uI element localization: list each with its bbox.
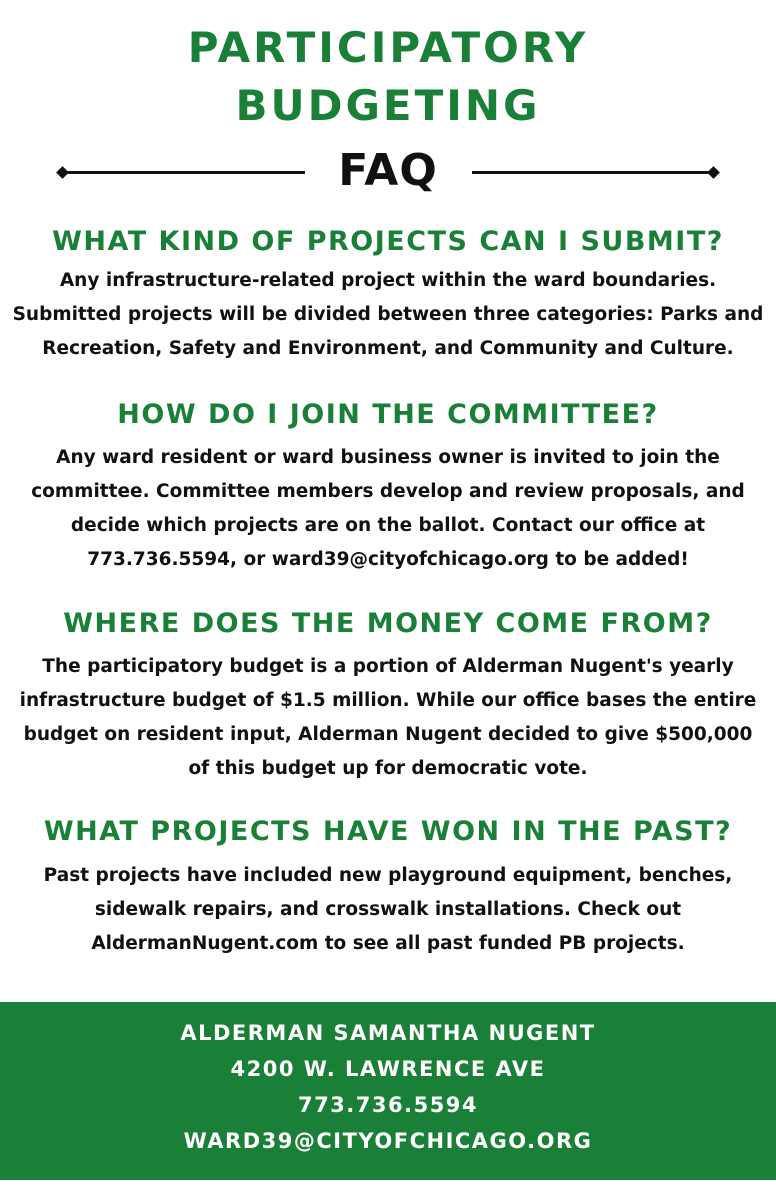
faq-answer-4-line-3: AldermanNugent.com to see all past funded PB projects. [91, 933, 685, 954]
faq-answer-2-line-3: decide which projects are on the ballot. Contact our office at [70, 515, 706, 536]
footer-address: 4200 W. LAWRENCE AVE [230, 1057, 546, 1081]
faq-answer-3-line-4: of this budget up for democratic vote. [188, 758, 588, 779]
faq-question-2: HOW DO I JOIN THE COMMITTEE? [117, 399, 659, 430]
faq-answer-2-line-4: 773.736.5594, or ward39@cityofchicago.org to be added! [87, 549, 689, 570]
faq-answer-2-line-1: Any ward resident or ward business owner is invited to join the [56, 447, 720, 468]
faq-answer-3 [8, 650, 768, 786]
faq-answer-1-line-1: Any infrastructure-related project within the ward boundaries. [59, 270, 717, 291]
faq-answer-1-line-3: Recreation, Safety and Environment, and Community and Culture. [42, 338, 734, 359]
faq-answer-1 [8, 264, 768, 366]
faq-answer-2-line-2: committee. Committee members develop and review proposals, and [31, 481, 745, 502]
faq-answer-3-line-2: infrastructure budget of $1.5 million. While our office bases the entire [19, 690, 757, 711]
faq-heading: FAQ [338, 145, 438, 196]
right-diamond-ornament [707, 166, 720, 179]
faq-answer-3-line-3: budget on resident input, Alderman Nugent decided to give $500,000 [23, 724, 753, 745]
faq-answer-1-line-2: Submitted projects will be divided between three categories: Parks and [12, 304, 764, 325]
faq-heading-row [0, 143, 776, 199]
footer-phone: 773.736.5594 [297, 1093, 479, 1117]
faq-answer-2 [8, 441, 768, 577]
faq-answer-4-line-2: sidewalk repairs, and crosswalk installations. Check out [94, 899, 682, 920]
footer-email: WARD39@CITYOFCHICAGO.ORG [183, 1129, 593, 1153]
contact-footer [0, 1002, 776, 1180]
faq-answer-3-line-1: The participatory budget is a portion of Alderman Nugent's yearly [42, 656, 734, 677]
faq-answer-4-line-1: Past projects have included new playground equipment, benches, [43, 865, 733, 886]
page-title-line-1: PARTICIPATORY [187, 23, 589, 72]
page-title-line-2: BUDGETING [235, 81, 541, 130]
faq-question-1: WHAT KIND OF PROJECTS CAN I SUBMIT? [52, 226, 724, 257]
faq-answer-4 [8, 859, 768, 961]
left-divider-rule [63, 171, 305, 174]
faq-question-4: WHAT PROJECTS HAVE WON IN THE PAST? [43, 816, 733, 847]
right-divider-rule [472, 171, 714, 174]
faq-question-3: WHERE DOES THE MONEY COME FROM? [63, 608, 713, 639]
footer-alderman-name: ALDERMAN SAMANTHA NUGENT [180, 1021, 596, 1045]
